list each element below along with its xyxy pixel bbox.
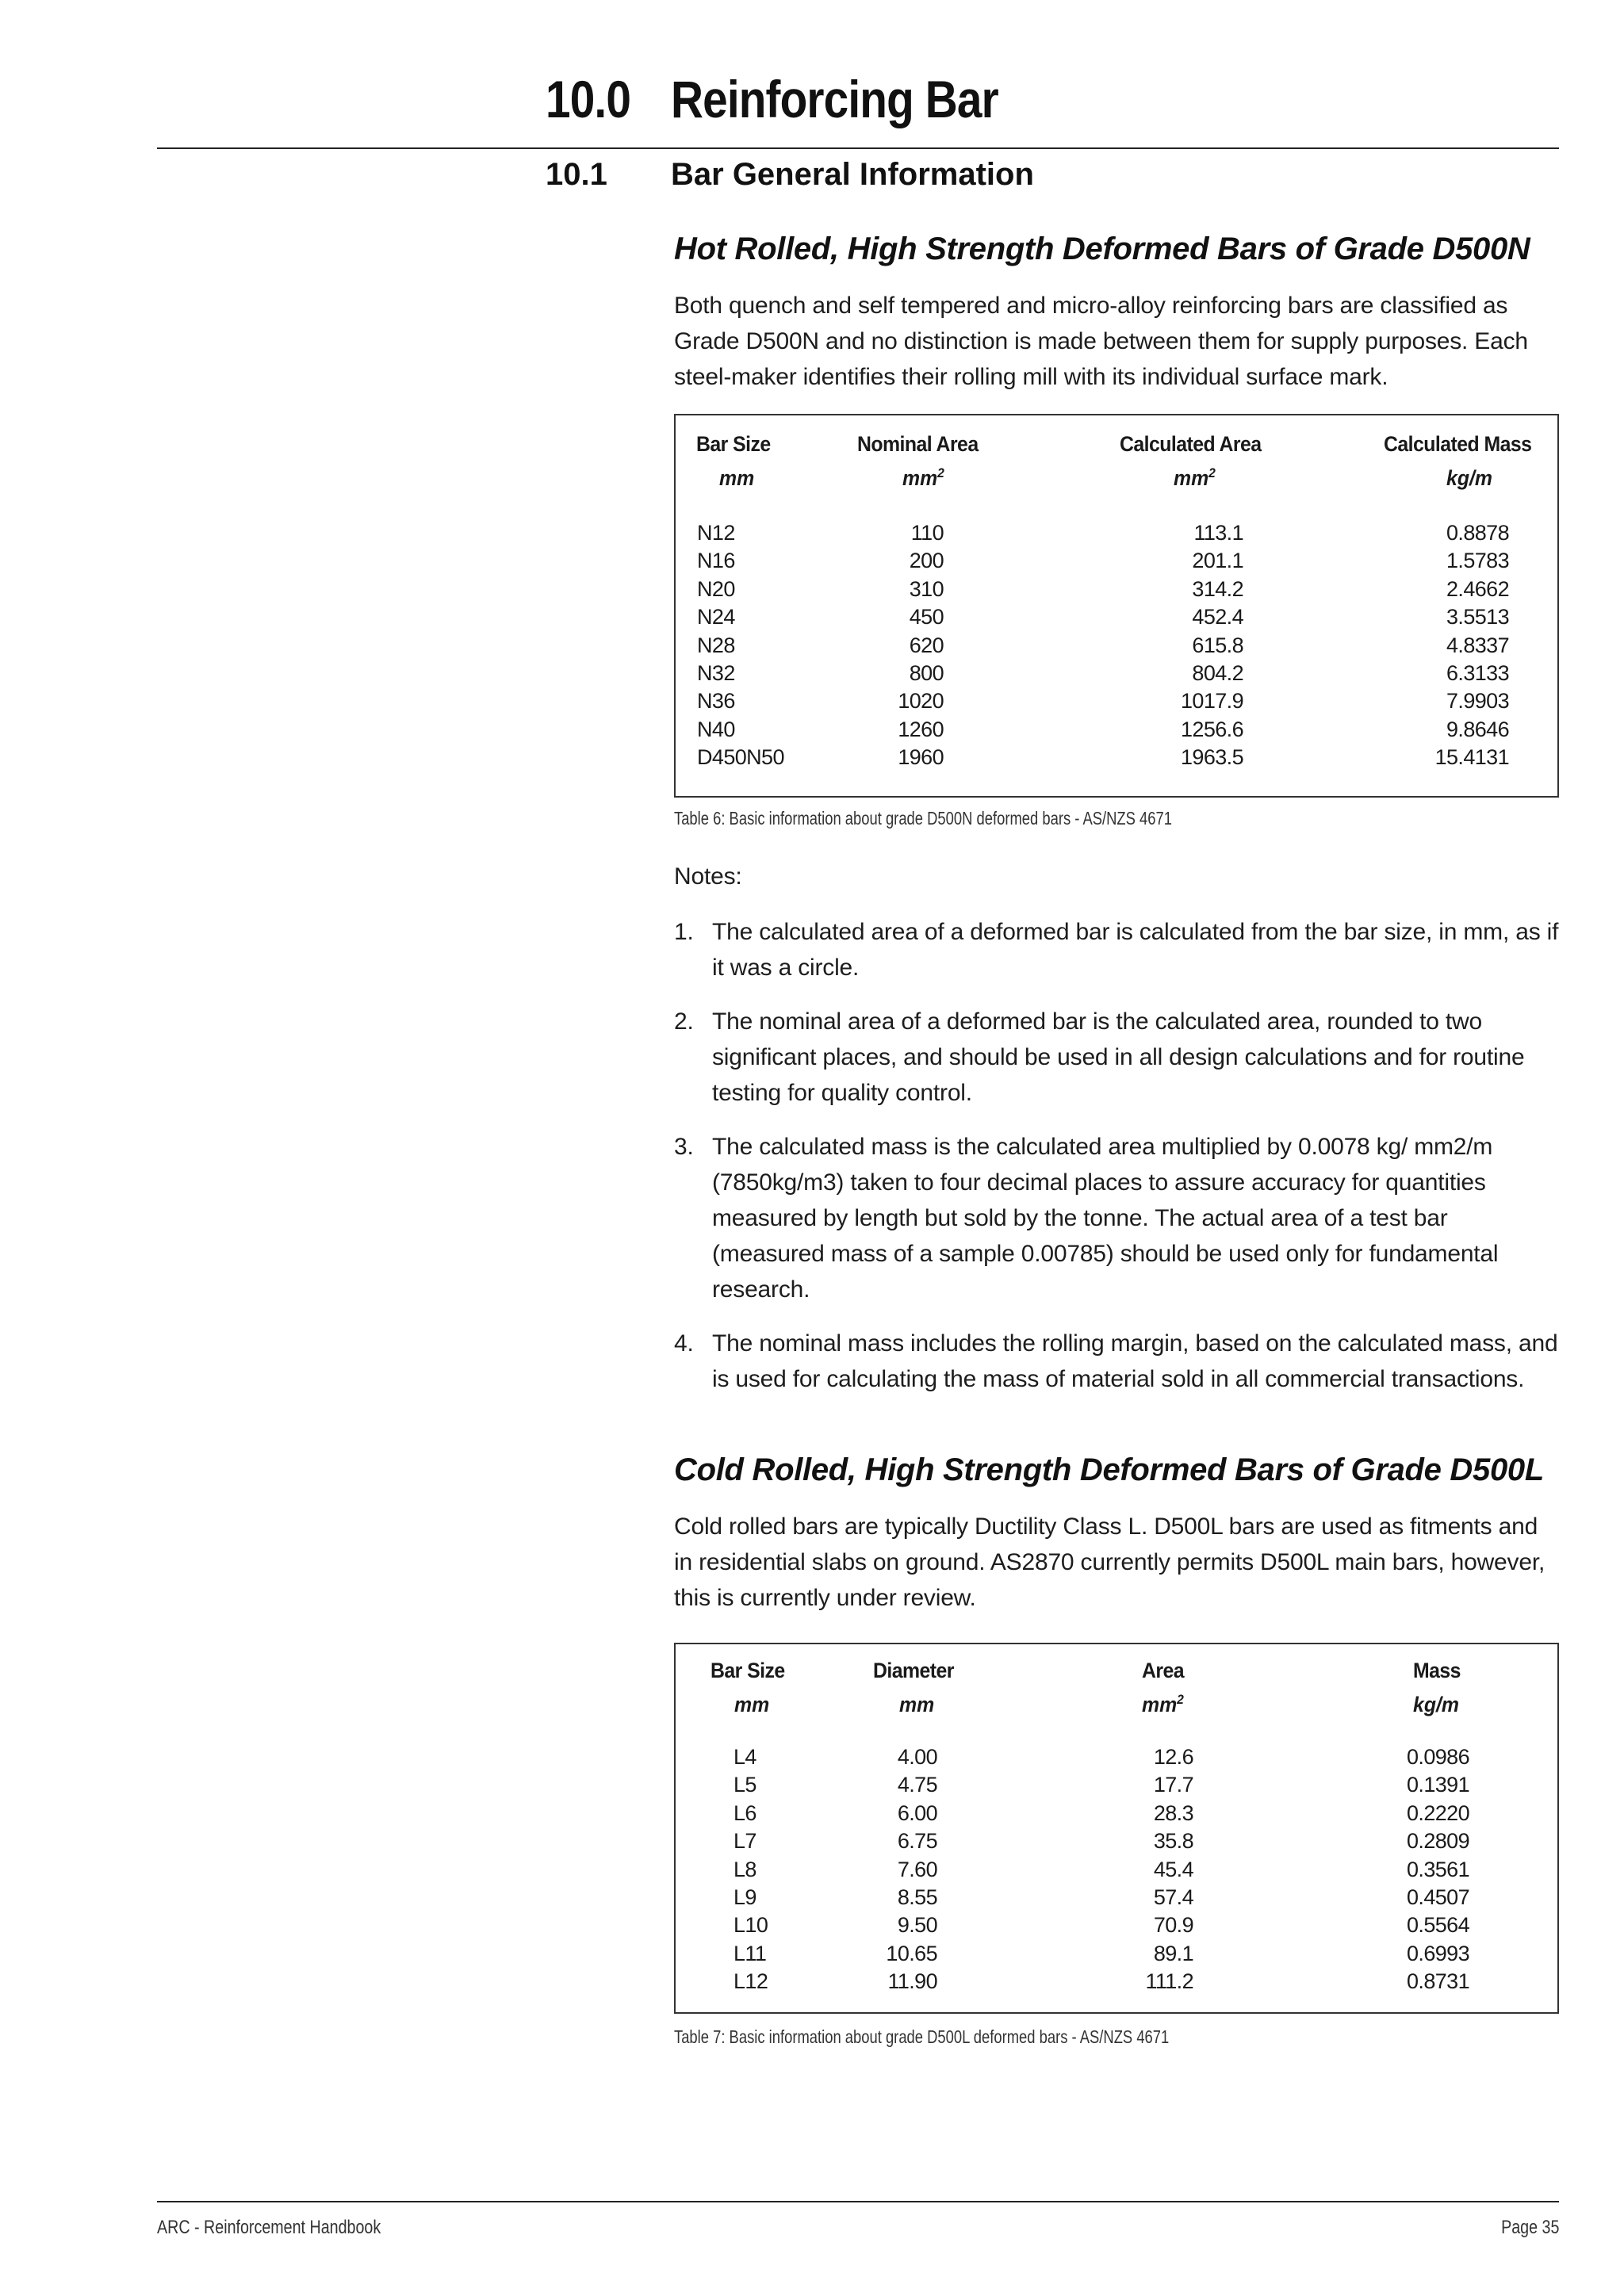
table-header: Bar Size — [696, 432, 771, 456]
table-cell: 35.8 — [1153, 1829, 1193, 1854]
table-cell: 7.9903 — [1446, 689, 1509, 714]
table-row — [676, 1745, 1557, 1773]
table-cell: 0.5564 — [1407, 1913, 1469, 1938]
table-cell: 1256.6 — [1181, 717, 1243, 741]
table-cell: D450N50 — [697, 745, 784, 770]
table-d500n — [674, 414, 1559, 798]
table-cell: 0.8878 — [1446, 521, 1509, 545]
table-row — [676, 718, 1557, 745]
table-cell: 3.5513 — [1446, 605, 1509, 629]
table-cell: 200 — [909, 549, 944, 573]
table-cell: 6.75 — [897, 1829, 937, 1854]
table-cell: 57.4 — [1153, 1885, 1193, 1909]
table-cell: 0.3561 — [1407, 1857, 1469, 1881]
table-row — [676, 1829, 1557, 1857]
table-cell: 10.65 — [886, 1941, 937, 1965]
table-row — [676, 1858, 1557, 1885]
table-cell: N40 — [697, 717, 735, 741]
table-cell: 201.1 — [1192, 549, 1243, 573]
table-cell: 800 — [909, 661, 944, 685]
table-d500l — [674, 1643, 1559, 2014]
table-cell: L12 — [733, 1969, 768, 1994]
table-cell: 45.4 — [1153, 1857, 1193, 1881]
table-unit: $mm^2$ — [1174, 465, 1216, 490]
table-row — [676, 1942, 1557, 1969]
table-cell: 9.8646 — [1446, 717, 1509, 741]
table-header: Bar Size — [710, 1659, 785, 1682]
table-row — [676, 1913, 1557, 1941]
table-row — [676, 1773, 1557, 1800]
table-row — [676, 689, 1557, 717]
table-cell: N32 — [697, 661, 735, 685]
table-cell: 0.6993 — [1407, 1941, 1469, 1965]
table-cell: N12 — [697, 521, 735, 545]
table-cell: 0.4507 — [1407, 1885, 1469, 1909]
table-cell: 28.3 — [1153, 1800, 1193, 1825]
table-cell: 89.1 — [1153, 1941, 1193, 1965]
table-row — [676, 1969, 1557, 1997]
table-header: Diameter — [873, 1659, 954, 1682]
table-cell: 12.6 — [1153, 1745, 1193, 1769]
table-cell: 17.7 — [1153, 1773, 1193, 1797]
table-row — [676, 633, 1557, 661]
table-cell: L9 — [733, 1885, 756, 1909]
table-unit: kg/m — [1413, 1693, 1459, 1716]
table-unit: mm — [719, 466, 755, 490]
notes-label: Notes: — [674, 863, 742, 890]
table-cell: 1260 — [898, 717, 944, 741]
table-cell: 1.5783 — [1446, 549, 1509, 573]
note-item: 1. The calculated area of a deformed bar is calculated from the bar size, in mm, as if it was a circle. — [674, 919, 1559, 981]
table-header: Calculated Mass — [1384, 432, 1532, 456]
table-cell: 0.2220 — [1407, 1800, 1469, 1825]
table-caption: Table 7: Basic information about grade D500L deformed bars - AS/NZS 4671 — [674, 2026, 1170, 2047]
table-cell: 9.50 — [897, 1913, 937, 1938]
note-item: 4. The nominal mass includes the rolling margin, based on the calculated mass, and is used for calculating the mass of material sold in all commercial transactions. — [674, 1330, 1558, 1392]
footer-rule — [157, 2201, 1559, 2202]
table-row — [676, 1885, 1557, 1913]
cold-rolled-heading: Cold Rolled, High Strength Deformed Bars of Grade D500L — [674, 1452, 1544, 1487]
table-cell: 7.60 — [897, 1857, 937, 1881]
table-cell: 1020 — [898, 689, 944, 714]
table-cell: 110 — [910, 521, 944, 545]
hot-rolled-heading: Hot Rolled, High Strength Deformed Bars of Grade D500N — [674, 232, 1530, 266]
footer-page-number: Page 35 — [1500, 2217, 1559, 2238]
table-row — [676, 745, 1557, 773]
table-cell: 310 — [909, 576, 944, 601]
table-cell: N36 — [697, 689, 735, 714]
table-cell: 6.00 — [897, 1800, 937, 1825]
table-row — [676, 549, 1557, 576]
header-rule — [157, 147, 1559, 149]
table-cell: 615.8 — [1192, 633, 1243, 657]
table-row — [676, 1801, 1557, 1829]
table-cell: 113.1 — [1193, 521, 1243, 545]
table-cell: 1960 — [898, 745, 944, 770]
table-cell: 8.55 — [897, 1885, 937, 1909]
table-cell: 4.00 — [897, 1745, 937, 1769]
note-item: 2. The nominal area of a deformed bar is the calculated area, rounded to two significant places, and should be used in all design calculations and for routine testing for quality control. — [674, 1008, 1525, 1106]
table-cell: L5 — [733, 1773, 756, 1797]
table-row — [676, 521, 1557, 549]
table-cell: 620 — [909, 633, 944, 657]
table-unit: $mm^2$ — [902, 465, 944, 490]
table-row — [676, 605, 1557, 633]
table-cell: 70.9 — [1153, 1913, 1193, 1938]
section-title: Reinforcing Bar — [671, 70, 998, 128]
table-cell: 450 — [909, 605, 944, 629]
table-cell: 0.8731 — [1407, 1969, 1469, 1994]
table-cell: N16 — [697, 549, 735, 573]
table-header: Nominal Area — [857, 432, 979, 456]
table-cell: 804.2 — [1192, 661, 1243, 685]
table-cell: L8 — [733, 1857, 756, 1881]
notes-list — [674, 914, 1559, 1415]
table-cell: N28 — [697, 633, 735, 657]
table-cell: 4.8337 — [1446, 633, 1509, 657]
hot-rolled-paragraph: Both quench and self tempered and micro-alloy reinforcing bars are classified as Grade D500N and no distinction is made between them for supply purposes. Each steel-maker identifies their rolling mill with its individual surface mark. — [674, 293, 1528, 390]
subsection-number: 10.1 — [546, 157, 607, 192]
table-cell: L11 — [733, 1941, 767, 1965]
table-cell: N20 — [697, 576, 735, 601]
table-cell: 314.2 — [1192, 576, 1243, 601]
table-unit: mm — [899, 1693, 935, 1716]
table-cell: 6.3133 — [1446, 661, 1509, 685]
table-unit: $mm^2$ — [1142, 1692, 1184, 1716]
table-cell: 0.1391 — [1407, 1773, 1469, 1797]
table-caption: Table 6: Basic information about grade D500N deformed bars - AS/NZS 4671 — [674, 808, 1172, 828]
table-cell: L7 — [733, 1829, 756, 1854]
table-cell: 2.4662 — [1446, 576, 1509, 601]
table-header: Mass — [1413, 1659, 1461, 1682]
table-cell: 1017.9 — [1181, 689, 1243, 714]
table-cell: 15.4131 — [1434, 745, 1509, 770]
table-cell: 452.4 — [1192, 605, 1243, 629]
table-header: Area — [1142, 1659, 1185, 1682]
table-cell: 1963.5 — [1181, 745, 1243, 770]
table-cell: 4.75 — [897, 1773, 937, 1797]
table-header: Calculated Area — [1120, 432, 1262, 456]
table-cell: 111.2 — [1145, 1969, 1193, 1994]
table-row — [676, 661, 1557, 689]
table-cell: L10 — [733, 1913, 768, 1938]
table-cell: N24 — [697, 605, 735, 629]
cold-rolled-paragraph: Cold rolled bars are typically Ductility Class L. D500L bars are used as fitments and in residential slabs on ground. AS2870 currently permits D500L main bars, however, this is currently under review. — [674, 1513, 1545, 1611]
table-row — [676, 577, 1557, 605]
table-cell: L6 — [733, 1800, 756, 1825]
footer-left: ARC - Reinforcement Handbook — [157, 2217, 381, 2238]
subsection-title: Bar General Information — [671, 157, 1034, 192]
table-cell: 0.0986 — [1407, 1745, 1469, 1769]
table-cell: 11.90 — [887, 1969, 937, 1994]
note-item: 3. The calculated mass is the calculated area multiplied by 0.0078 kg/ mm2/m (7850kg/m3) taken to four decimal places to assure accuracy for quantities measured by length but sold by the tonne. The actual area of a test bar (measured mass of a sample 0.00785) should be used only for fundamental research. — [674, 1134, 1499, 1303]
table-unit: mm — [734, 1693, 770, 1716]
table-cell: 0.2809 — [1407, 1829, 1469, 1854]
table-unit: kg/m — [1446, 466, 1492, 490]
section-number: 10.0 — [546, 70, 631, 128]
table-cell: L4 — [733, 1745, 756, 1769]
